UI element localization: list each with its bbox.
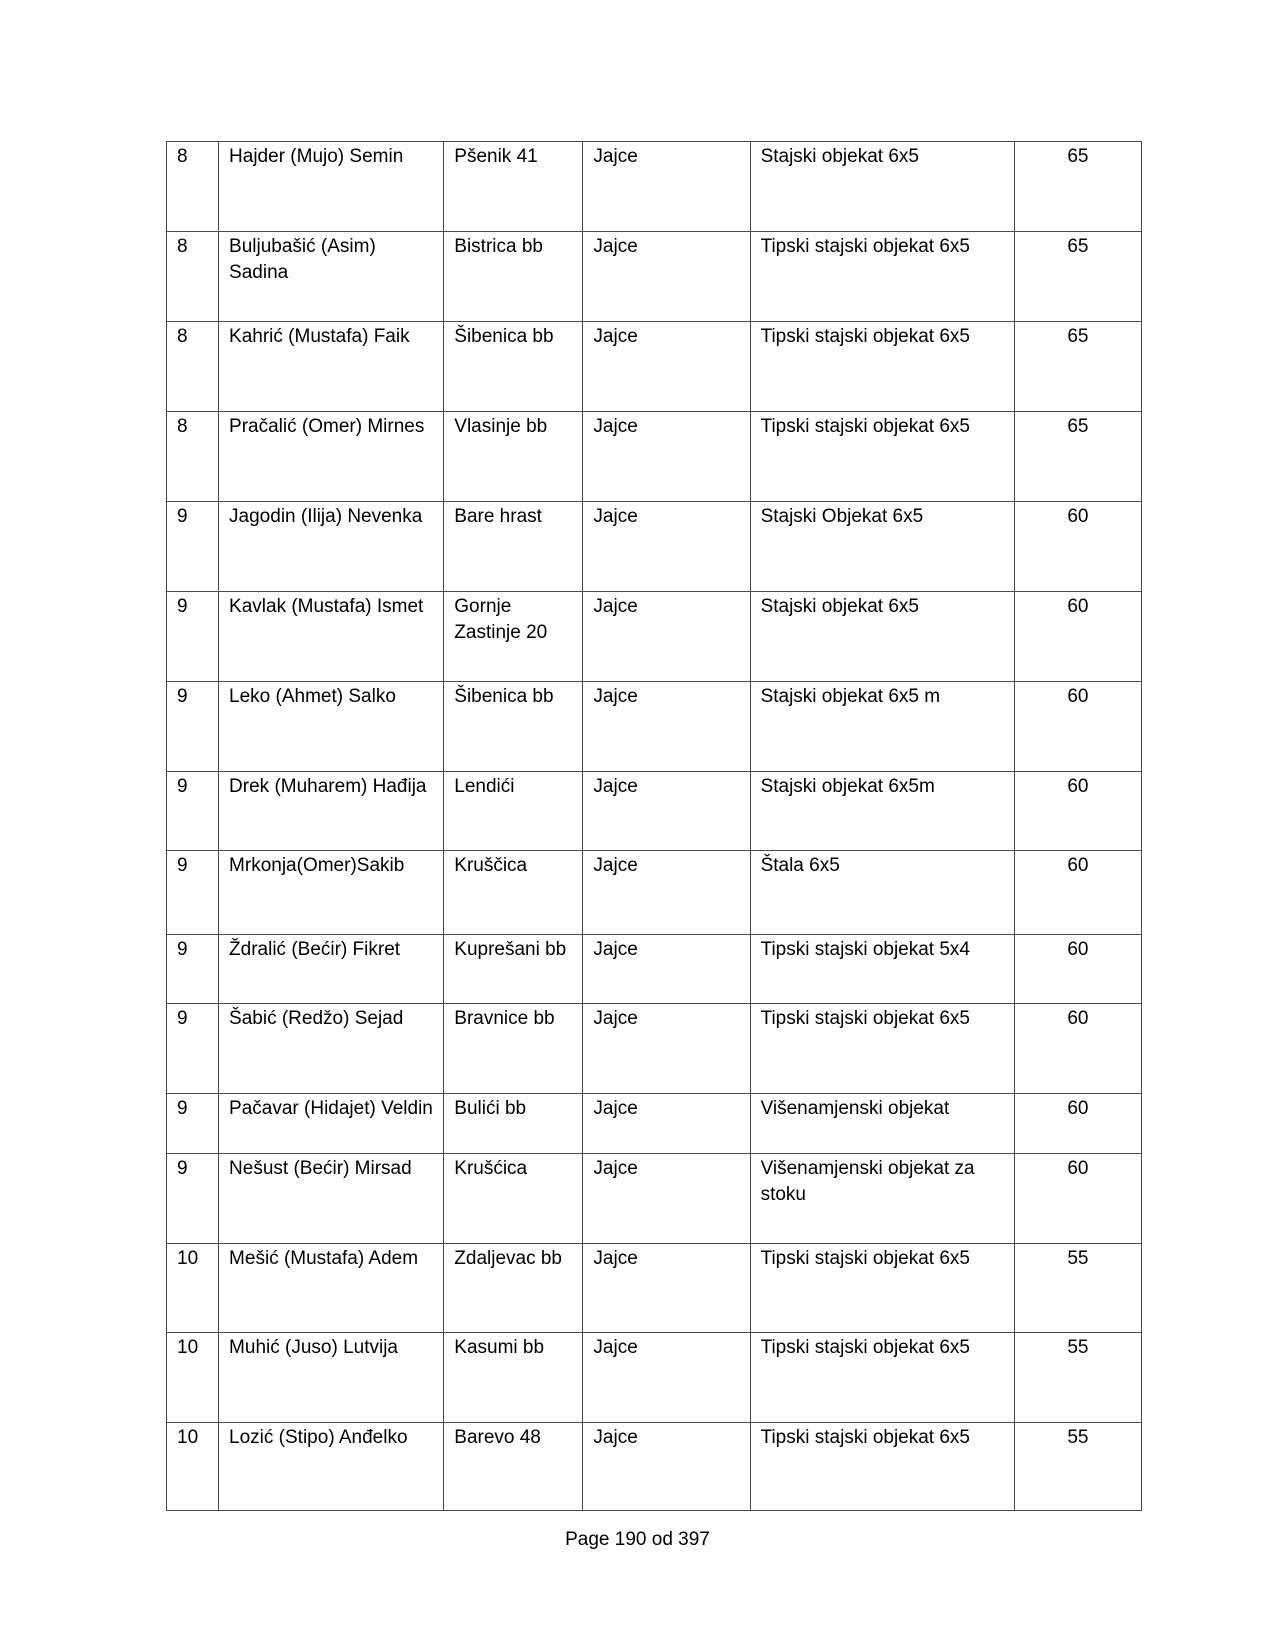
- rank-cell: 9: [167, 592, 219, 682]
- rank-cell: 9: [167, 1004, 219, 1094]
- object-type-cell: Stajski objekat 6x5 m: [750, 682, 1014, 772]
- object-type-cell: Višenamjenski objekat: [750, 1094, 1014, 1154]
- rank-cell: 10: [167, 1423, 219, 1511]
- rank-cell: 9: [167, 1094, 219, 1154]
- points-cell: 60: [1014, 502, 1141, 592]
- address-cell: Bulići bb: [444, 1094, 583, 1154]
- name-cell: Mrkonja(Omer)Sakib: [219, 851, 444, 935]
- object-type-cell: Stajski Objekat 6x5: [750, 502, 1014, 592]
- name-cell: Leko (Ahmet) Salko: [219, 682, 444, 772]
- table-row: [167, 1244, 1142, 1333]
- rank-cell: 9: [167, 851, 219, 935]
- address-cell: Vlasinje bb: [444, 412, 583, 502]
- object-type-cell: Tipski stajski objekat 6x5: [750, 322, 1014, 412]
- municipality-cell: Jajce: [583, 142, 750, 232]
- municipality-cell: Jajce: [583, 592, 750, 682]
- points-cell: 60: [1014, 851, 1141, 935]
- address-cell: Kruščica: [444, 851, 583, 935]
- points-cell: 60: [1014, 772, 1141, 851]
- object-type-cell: Tipski stajski objekat 5x4: [750, 935, 1014, 1004]
- points-cell: 60: [1014, 682, 1141, 772]
- name-cell: Lozić (Stipo) Anđelko: [219, 1423, 444, 1511]
- points-cell: 65: [1014, 412, 1141, 502]
- object-type-cell: Tipski stajski objekat 6x5: [750, 1004, 1014, 1094]
- page-number-footer: Page 190 od 397: [565, 1529, 710, 1550]
- points-cell: 60: [1014, 1154, 1141, 1244]
- address-cell: Šibenica bb: [444, 682, 583, 772]
- object-type-cell: Tipski stajski objekat 6x5: [750, 1244, 1014, 1333]
- table-row: [167, 1154, 1142, 1244]
- object-type-cell: Tipski stajski objekat 6x5: [750, 232, 1014, 322]
- rank-cell: 9: [167, 935, 219, 1004]
- address-cell: Šibenica bb: [444, 322, 583, 412]
- rank-cell: 9: [167, 682, 219, 772]
- address-cell: Pšenik 41: [444, 142, 583, 232]
- points-cell: 65: [1014, 232, 1141, 322]
- rank-cell: 8: [167, 322, 219, 412]
- name-cell: Nešust (Bećir) Mirsad: [219, 1154, 444, 1244]
- address-cell: Krušćica: [444, 1154, 583, 1244]
- points-cell: 60: [1014, 1094, 1141, 1154]
- rank-cell: 8: [167, 412, 219, 502]
- address-cell: Bravnice bb: [444, 1004, 583, 1094]
- name-cell: Kahrić (Mustafa) Faik: [219, 322, 444, 412]
- municipality-cell: Jajce: [583, 1423, 750, 1511]
- object-type-cell: Stajski objekat 6x5: [750, 592, 1014, 682]
- beneficiary-table: [166, 141, 1142, 1511]
- municipality-cell: Jajce: [583, 851, 750, 935]
- table-row: [167, 1004, 1142, 1094]
- points-cell: 55: [1014, 1423, 1141, 1511]
- table-row: [167, 142, 1142, 232]
- municipality-cell: Jajce: [583, 1004, 750, 1094]
- name-cell: Jagodin (Ilija) Nevenka: [219, 502, 444, 592]
- table-row: [167, 232, 1142, 322]
- table-row: [167, 935, 1142, 1004]
- points-cell: 65: [1014, 322, 1141, 412]
- municipality-cell: Jajce: [583, 682, 750, 772]
- name-cell: Ždralić (Bećir) Fikret: [219, 935, 444, 1004]
- address-cell: Lendići: [444, 772, 583, 851]
- name-cell: Muhić (Juso) Lutvija: [219, 1333, 444, 1423]
- municipality-cell: Jajce: [583, 502, 750, 592]
- name-cell: Pračalić (Omer) Mirnes: [219, 412, 444, 502]
- name-cell: Hajder (Mujo) Semin: [219, 142, 444, 232]
- address-cell: Bistrica bb: [444, 232, 583, 322]
- address-cell: Bare hrast: [444, 502, 583, 592]
- name-cell: Mešić (Mustafa) Adem: [219, 1244, 444, 1333]
- table-row: [167, 851, 1142, 935]
- table-row: [167, 502, 1142, 592]
- object-type-cell: Tipski stajski objekat 6x5: [750, 1423, 1014, 1511]
- table-row: [167, 1333, 1142, 1423]
- object-type-cell: Tipski stajski objekat 6x5: [750, 1333, 1014, 1423]
- table-row: [167, 1423, 1142, 1511]
- address-cell: Kasumi bb: [444, 1333, 583, 1423]
- table-row: [167, 682, 1142, 772]
- rank-cell: 10: [167, 1333, 219, 1423]
- object-type-cell: Stajski objekat 6x5m: [750, 772, 1014, 851]
- points-cell: 60: [1014, 592, 1141, 682]
- rank-cell: 10: [167, 1244, 219, 1333]
- points-cell: 65: [1014, 142, 1141, 232]
- object-type-cell: Tipski stajski objekat 6x5: [750, 412, 1014, 502]
- name-cell: Pačavar (Hidajet) Veldin: [219, 1094, 444, 1154]
- municipality-cell: Jajce: [583, 322, 750, 412]
- name-cell: Kavlak (Mustafa) Ismet: [219, 592, 444, 682]
- table-row: [167, 592, 1142, 682]
- rank-cell: 8: [167, 142, 219, 232]
- rank-cell: 9: [167, 1154, 219, 1244]
- municipality-cell: Jajce: [583, 232, 750, 322]
- name-cell: Buljubašić (Asim) Sadina: [219, 232, 444, 322]
- municipality-cell: Jajce: [583, 935, 750, 1004]
- object-type-cell: Višenamjenski objekat za stoku: [750, 1154, 1014, 1244]
- points-cell: 60: [1014, 935, 1141, 1004]
- municipality-cell: Jajce: [583, 412, 750, 502]
- municipality-cell: Jajce: [583, 1154, 750, 1244]
- municipality-cell: Jajce: [583, 1094, 750, 1154]
- table-row: [167, 412, 1142, 502]
- object-type-cell: Štala 6x5: [750, 851, 1014, 935]
- address-cell: Kuprešani bb: [444, 935, 583, 1004]
- rank-cell: 9: [167, 502, 219, 592]
- municipality-cell: Jajce: [583, 1244, 750, 1333]
- address-cell: Zdaljevac bb: [444, 1244, 583, 1333]
- address-cell: Barevo 48: [444, 1423, 583, 1511]
- municipality-cell: Jajce: [583, 772, 750, 851]
- rank-cell: 8: [167, 232, 219, 322]
- address-cell: Gornje Zastinje 20: [444, 592, 583, 682]
- table-row: [167, 1094, 1142, 1154]
- rank-cell: 9: [167, 772, 219, 851]
- table-row: [167, 772, 1142, 851]
- points-cell: 55: [1014, 1244, 1141, 1333]
- points-cell: 55: [1014, 1333, 1141, 1423]
- table-body: [167, 142, 1142, 1511]
- table-row: [167, 322, 1142, 412]
- points-cell: 60: [1014, 1004, 1141, 1094]
- municipality-cell: Jajce: [583, 1333, 750, 1423]
- name-cell: Drek (Muharem) Hađija: [219, 772, 444, 851]
- name-cell: Šabić (Redžo) Sejad: [219, 1004, 444, 1094]
- object-type-cell: Stajski objekat 6x5: [750, 142, 1014, 232]
